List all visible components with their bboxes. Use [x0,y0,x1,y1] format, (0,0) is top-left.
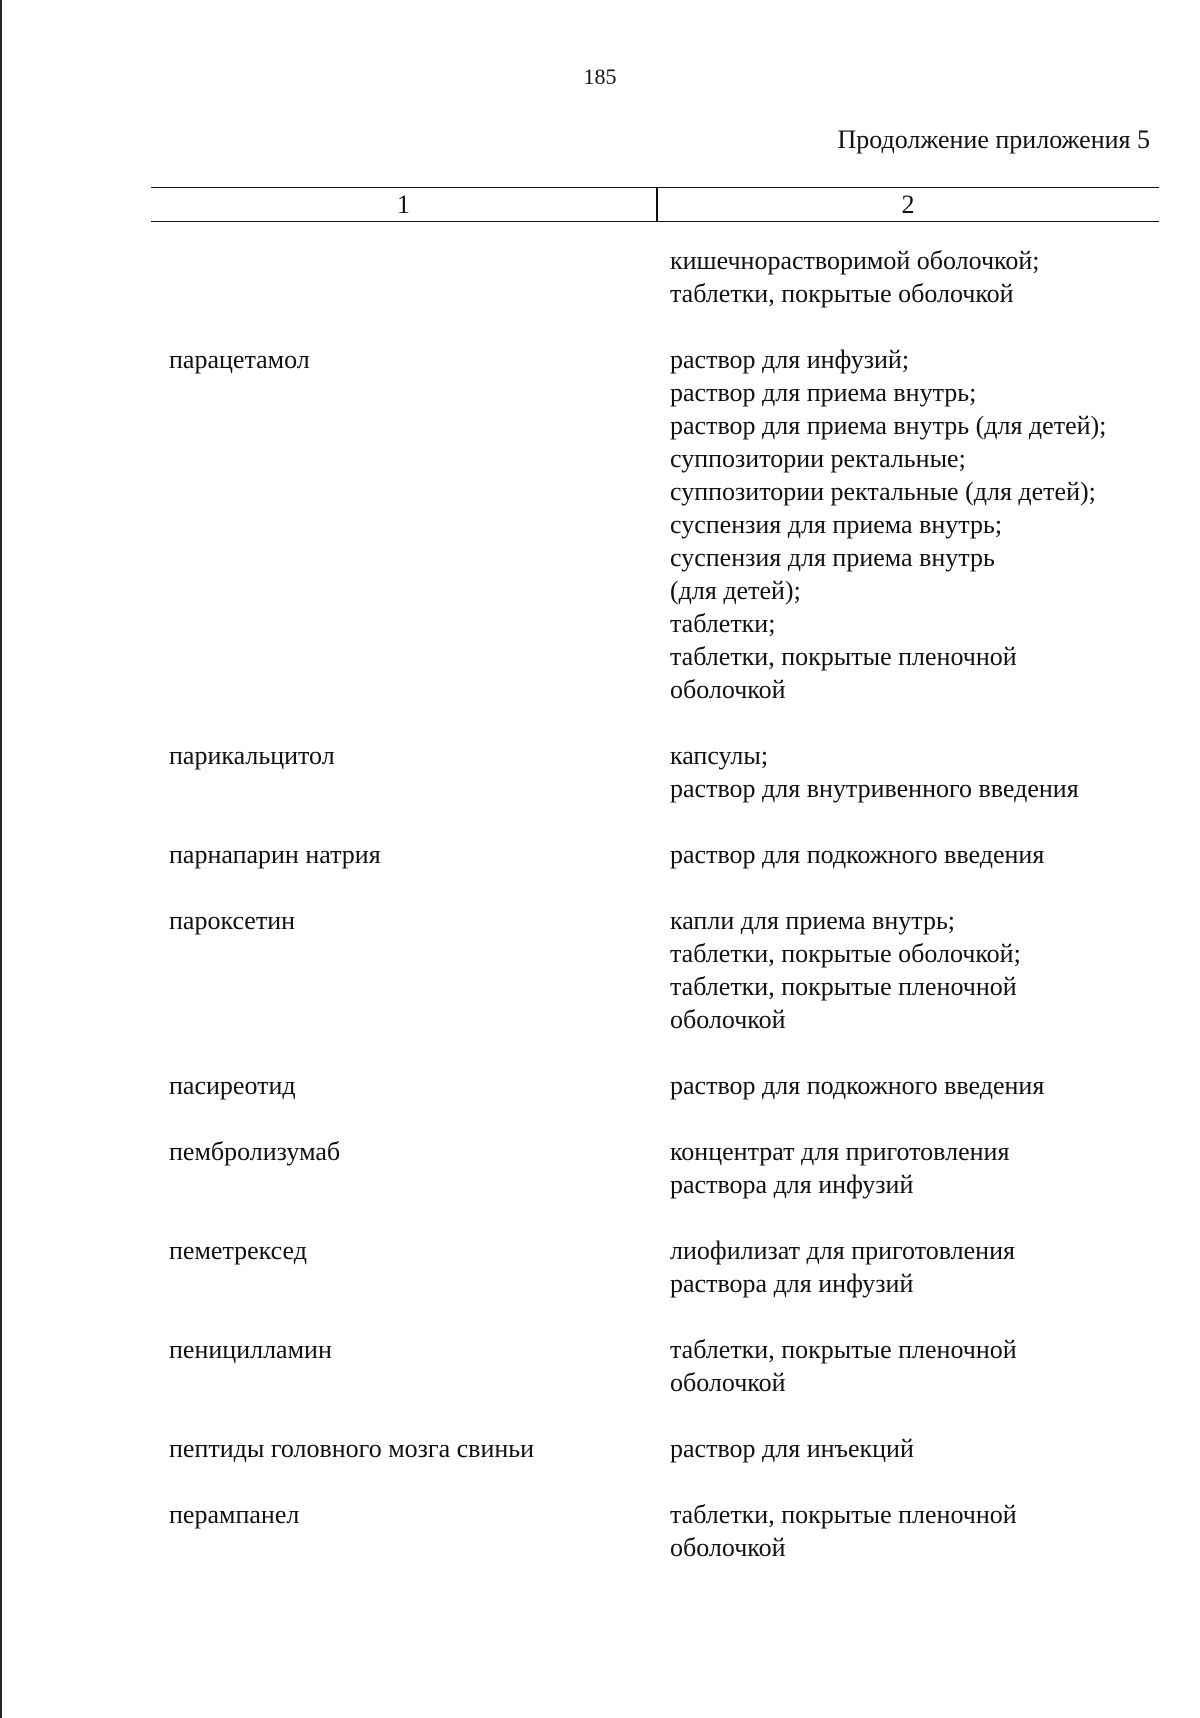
dosage-form-line: суппозитории ректальные (для детей); [670,477,1096,506]
drug-name: пептиды головного мозга свиньи [169,1434,535,1463]
dosage-form-line: оболочкой [670,1368,786,1397]
dosage-form-line: раствор для подкожного введения [670,1071,1045,1100]
dosage-forms [670,1498,1200,1564]
page-number: 185 [583,64,617,89]
drug-name: пеницилламин [169,1335,332,1364]
table-body [0,244,1200,1597]
table-row [0,838,1200,871]
table-row [0,904,1200,1036]
drug-name: перампанел [169,1500,300,1529]
table-row [0,1432,1200,1465]
table-row [0,1069,1200,1102]
dosage-form-line: таблетки, покрытые пленочной [670,642,1017,671]
table-row [0,1135,1200,1201]
drug-name: пароксетин [169,906,296,935]
dosage-form-line: (для детей); [670,576,801,605]
dosage-forms [670,1135,1200,1201]
dosage-form-line: суппозитории ректальные; [670,444,966,473]
dosage-forms [670,904,1200,1036]
dosage-form-line: таблетки, покрытые пленочной [670,972,1017,1001]
drug-name: пеметрексед [169,1236,307,1265]
drug-name: пембролизумаб [169,1137,341,1166]
table-row [0,1333,1200,1399]
dosage-form-line: раствор для подкожного введения [670,840,1045,869]
dosage-form-line: таблетки, покрытые пленочной [670,1500,1017,1529]
drug-name: парацетамол [169,345,310,374]
dosage-form-line: раствор для внутривенного введения [670,774,1079,803]
table-header [151,187,1159,222]
header-col-1: 1 [397,190,410,219]
dosage-form-line: раствор для приема внутрь; [670,378,977,407]
dosage-form-line: раствора для инфузий [670,1269,914,1298]
dosage-form-line: таблетки, покрытые оболочкой; [670,939,1021,968]
dosage-form-line: таблетки; [670,609,776,638]
table-row [0,343,1200,706]
dosage-form-line: оболочкой [670,675,786,704]
drug-name: парикальцитол [169,741,335,770]
dosage-form-line: таблетки, покрытые оболочкой [670,279,1014,308]
dosage-forms [670,1432,1200,1465]
dosage-form-line: суспензия для приема внутрь [670,543,995,572]
drug-name [0,244,670,310]
dosage-form-line: капли для приема внутрь; [670,906,956,935]
header-col-2: 2 [901,190,915,219]
dosage-forms [670,1234,1200,1300]
dosage-forms [670,1069,1200,1102]
dosage-forms [670,1333,1200,1399]
drug-name: парнапарин натрия [169,840,381,869]
dosage-form-line: раствор для инъекций [670,1434,914,1463]
dosage-form-line: кишечнорастворимой оболочкой; [670,246,1040,275]
dosage-forms [670,343,1200,706]
drug-name: пасиреотид [169,1071,296,1100]
dosage-forms [670,244,1200,310]
dosage-forms [670,739,1200,805]
dosage-forms [670,838,1200,871]
dosage-form-line: раствор для инфузий; [670,345,910,374]
dosage-form-line: таблетки, покрытые пленочной [670,1335,1017,1364]
dosage-form-line: лиофилизат для приготовления [670,1236,1015,1265]
dosage-form-line: оболочкой [670,1533,786,1562]
table-row [0,244,1200,310]
dosage-form-line: суспензия для приема внутрь; [670,510,1003,539]
dosage-form-line: концентрат для приготовления [670,1137,1010,1166]
table-row [0,1234,1200,1300]
table-row [0,1498,1200,1564]
dosage-form-line: капсулы; [670,741,769,770]
dosage-form-line: раствора для инфузий [670,1170,914,1199]
dosage-form-line: раствор для приема внутрь (для детей); [670,411,1107,440]
continuation-label: Продолжение приложения 5 [837,125,1150,154]
dosage-form-line: оболочкой [670,1005,786,1034]
table-row [0,739,1200,805]
